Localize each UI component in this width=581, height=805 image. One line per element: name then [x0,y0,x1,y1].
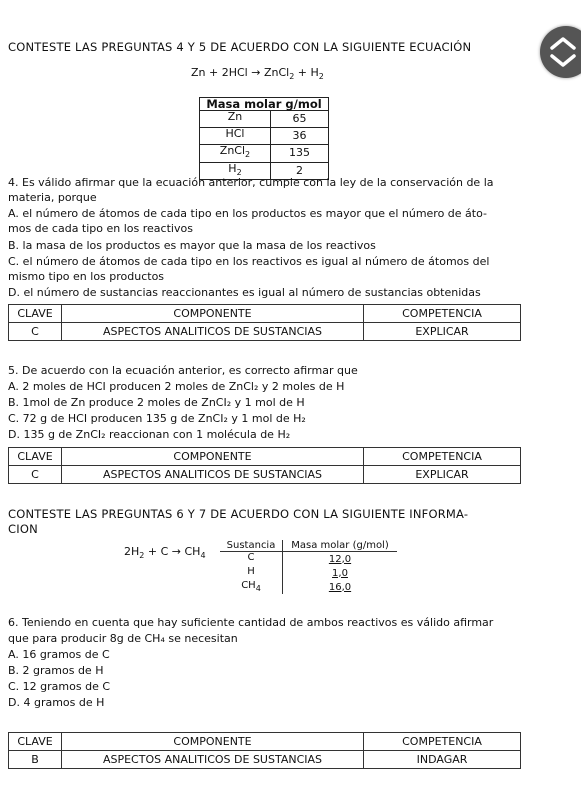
competencia-value: INDAGAR [364,751,521,769]
option-a-cont: mos de cada tipo en los reactivos [8,222,193,235]
componente-value: ASPECTOS ANALITICOS DE SUSTANCIAS [62,466,364,484]
equation-arrow: → [251,66,261,79]
answer-key-table-4 [8,304,521,341]
section-heading-2-cont: CION [8,522,38,536]
chevron-up-down-icon [546,34,580,70]
scroll-nav-button[interactable] [540,26,581,78]
componente-header: COMPONENTE [62,448,364,466]
table-row: H 1,0 [220,566,397,580]
clave-value: C [9,466,62,484]
answer-key-table-5 [8,447,521,484]
option-d: D. el número de sustancias reaccionantes es igual al número de sustancias obtenidas [8,286,481,299]
option-a: A. 16 gramos de C [8,648,110,661]
table-row: ZnCl$_2$ 135 [200,145,329,162]
molar-mass-table-2 [220,540,397,594]
clave-value: C [9,323,62,341]
table-row: Zn 65 [200,111,329,128]
question-line: 4. Es válido afirmar que la ecuación anterior, cumple con la ley de la conservación de la [8,176,494,189]
table-row: $H_2$ 2 [200,162,329,179]
componente-header: COMPONENTE [62,733,364,751]
option-b: B. 2 gramos de H [8,664,104,677]
question-line: materia, porque [8,191,97,204]
question-line: 5. De acuerdo con la ecuación anterior, es correcto afirmar que [8,364,358,377]
option-b: B. 1mol de Zn produce 2 moles de ZnCI₂ y 1 mol de H [8,396,305,409]
chemical-equation-2: $2H_2 + C \to CH_4$ [124,545,206,561]
competencia-value: EXPLICAR [364,323,521,341]
question-line: 6. Teniendo en cuenta que hay suficiente cantidad de ambos reactivos es válido afirmar [8,616,494,629]
option-c: C. 72 g de HCI producen 135 g de ZnCI₂ y 1 mol de H₂ [8,412,306,425]
table-row: C 12,0 [220,552,397,567]
equation-lhs: Zn + 2HCl [191,66,248,79]
option-b: B. la masa de los productos es mayor que la masa de los reactivos [8,239,376,252]
molar-table-title: Masa molar g/mol [200,98,329,111]
option-a: A. el número de átomos de cada tipo en los productos es mayor que el número de áto- [8,207,488,220]
competencia-header: COMPETENCIA [364,305,521,323]
sustancia-header: Sustancia [220,540,283,552]
componente-value: ASPECTOS ANALITICOS DE SUSTANCIAS [62,751,364,769]
competencia-header: COMPETENCIA [364,448,521,466]
option-c: C. 12 gramos de C [8,680,111,693]
molar-mass-table [199,97,329,180]
table-row: $CH_4$ 16,0 [220,580,397,594]
question-line: que para producir 8g de CH₄ se necesitan [8,632,238,645]
option-c: C. el número de átomos de cada tipo en los reactivos es igual al número de átomos del [8,255,490,268]
masa-header: Masa molar (g/mol) [283,540,398,552]
table-row: HCl 36 [200,128,329,145]
competencia-value: EXPLICAR [364,466,521,484]
equation-rhs: ZnCl [263,66,290,79]
answer-key-table-6 [8,732,521,769]
option-a: A. 2 moles de HCI producen 2 moles de ZnCl₂ y 2 moles de H [8,380,345,393]
clave-header: CLAVE [9,733,62,751]
option-d: D. 135 g de ZnCI₂ reaccionan con 1 molécula de H₂ [8,428,291,441]
clave-value: B [9,751,62,769]
competencia-header: COMPETENCIA [364,733,521,751]
clave-header: CLAVE [9,448,62,466]
clave-header: CLAVE [9,305,62,323]
option-c-cont: mismo tipo en los productos [8,270,165,283]
section-heading-1: CONTESTE LAS PREGUNTAS 4 Y 5 DE ACUERDO CON LA SIGUIENTE ECUACIÓN [8,40,472,54]
componente-header: COMPONENTE [62,305,364,323]
componente-value: ASPECTOS ANALITICOS DE SUSTANCIAS [62,323,364,341]
section-heading-2: CONTESTE LAS PREGUNTAS 6 Y 7 DE ACUERDO CON LA SIGUIENTE INFORMA- [8,507,469,521]
equation-arrow: → [171,545,181,558]
chemical-equation-1: Zn + 2HCl → ZnCl$_2$ + $H_2$ [191,66,324,82]
option-d: D. 4 gramos de H [8,696,105,709]
